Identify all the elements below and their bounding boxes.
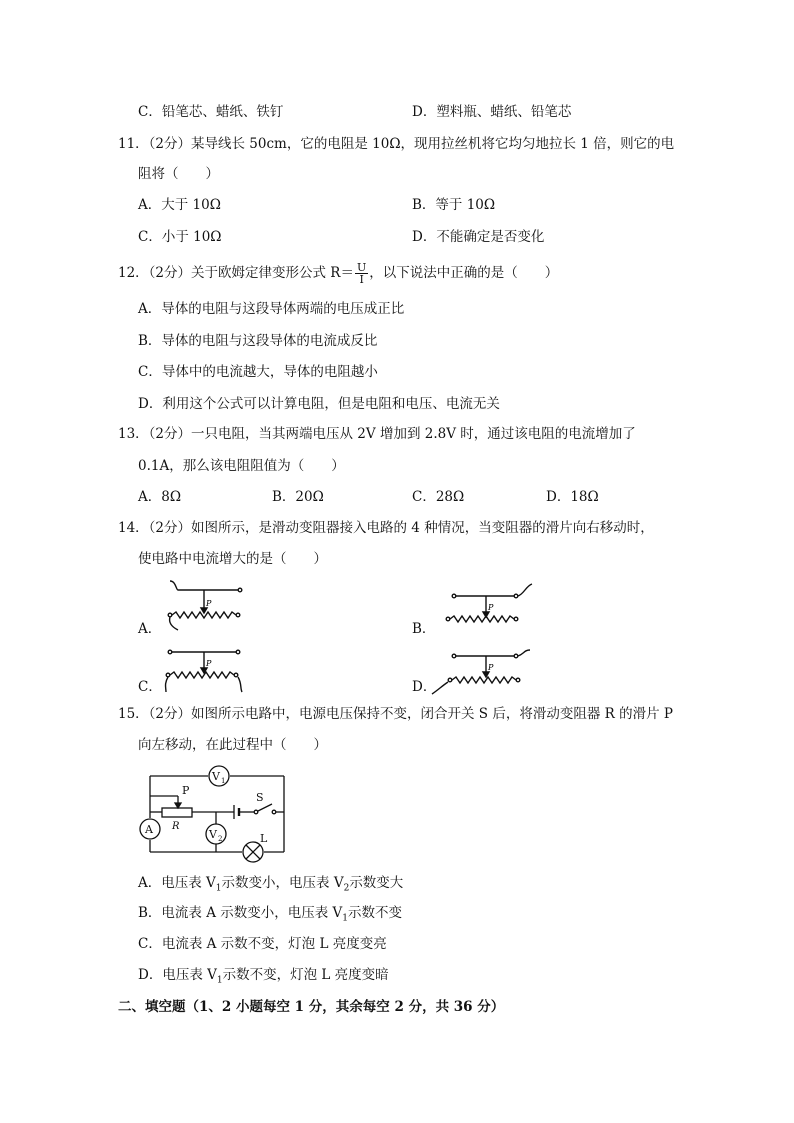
q11-option-b: B．等于 10Ω xyxy=(412,197,496,213)
q12-stem-post: ，以下说法中正确的是（ ） xyxy=(369,265,559,281)
v2-label: V xyxy=(209,828,217,841)
q12-option-b: B．导体的电阻与这段导体的电流成反比 xyxy=(138,333,378,349)
q11-option-d: D．不能确定是否变化 xyxy=(412,229,545,245)
q15-circuit-diagram xyxy=(132,762,292,867)
q13-option-c: C．28Ω xyxy=(412,489,465,505)
q10-option-c: C．铅笔芯、蜡纸、铁钉 xyxy=(138,104,284,120)
q13-option-a: A．8Ω xyxy=(138,489,182,505)
q14-option-a-label: A． xyxy=(138,621,162,637)
rheostat-r-icon xyxy=(162,808,192,817)
q14-stem-line2: 使电路中电流增大的是（ ） xyxy=(138,551,327,567)
q12-option-c: C．导体中的电流越大，导体的电阻越小 xyxy=(138,364,378,380)
q15-option-b: B．电流表 A 示数变小，电压表 $V_1$示数不变 xyxy=(138,905,403,924)
q11-stem-line1: 11．（2分）某导线长 50cm，它的电阻是 10Ω，现用拉丝机将它均匀地拉长 1 倍，则它的电 xyxy=(118,136,675,152)
q14-rheostat-d-figure xyxy=(428,640,538,698)
q11-option-a: A．大于 10Ω xyxy=(138,197,221,213)
slider-p-label: P xyxy=(488,663,494,672)
slider-p-label: P xyxy=(206,659,212,668)
q14-option-c-label: C． xyxy=(138,679,162,695)
section-2-heading: 二、填空题（1、2 小题每空 1 分，其余每空 2 分，共 36 分） xyxy=(118,999,505,1015)
ohm-formula-fraction xyxy=(355,262,368,285)
q11-option-c: C．小于 10Ω xyxy=(138,229,222,245)
q11-stem-line2: 阻将（ ） xyxy=(138,166,219,182)
slider-p-label: P xyxy=(488,603,494,612)
switch-s-icon xyxy=(258,804,272,811)
ammeter-label: A xyxy=(145,823,153,836)
q13-stem-line2: 0.1A，那么该电阻阻值为（ ） xyxy=(138,458,345,474)
q10-option-d: D．塑料瓶、蜡纸、铅笔芯 xyxy=(412,104,572,120)
q15-stem-line1: 15．（2分）如图所示电路中，电源电压保持不变，闭合开关 S 后，将滑动变阻器 R 的滑片 P xyxy=(118,706,673,722)
q14-rheostat-c-figure xyxy=(160,642,250,698)
q15-option-c: C．电流表 A 示数不变，灯泡 L 亮度变亮 xyxy=(138,936,387,952)
fraction-numerator: U xyxy=(356,261,367,274)
q12-stem-pre: 12．（2分）关于欧姆定律变形公式 R＝ xyxy=(118,265,354,281)
switch-s-label: S xyxy=(256,791,264,804)
lamp-l-label: L xyxy=(260,832,268,845)
rheostat-r-label: R xyxy=(172,821,180,832)
q12-option-d: D．利用这个公式可以计算电阻，但是电阻和电压、电流无关 xyxy=(138,396,500,412)
q14-option-d-label: D． xyxy=(412,679,437,695)
q14-option-b-label: B． xyxy=(412,621,436,637)
q13-option-b: B．20Ω xyxy=(272,489,324,505)
q13-option-d: D．18Ω xyxy=(546,489,599,505)
q15-option-a: A．电压表 $V_1$示数变小，电压表 $V_2$示数变大 xyxy=(138,875,404,894)
q13-stem-line1: 13．（2分）一只电阻，当其两端电压从 2V 增加到 2.8V 时，通过该电阻的电流增加了 xyxy=(118,426,636,442)
q15-option-d: D．电压表 $V_1$示数不变，灯泡 L 亮度变暗 xyxy=(138,967,389,986)
q14-stem-line1: 14．（2分）如图所示，是滑动变阻器接入电路的 4 种情况，当变阻器的滑片向右移动时， xyxy=(118,520,654,536)
q14-rheostat-a-figure xyxy=(160,578,250,638)
slider-p-label: P xyxy=(206,599,212,608)
v1-subscript: 1 xyxy=(221,777,226,785)
q15-stem-line2: 向左移动，在此过程中（ ） xyxy=(138,737,327,753)
q12-stem xyxy=(118,262,558,285)
v1-label: V xyxy=(212,770,220,783)
slider-p-label: P xyxy=(182,784,190,797)
q14-rheostat-b-figure xyxy=(440,578,540,638)
v2-subscript: 2 xyxy=(218,835,223,843)
q12-option-a: A．导体的电阻与这段导体两端的电压成正比 xyxy=(138,301,405,317)
fraction-denominator: I xyxy=(359,273,364,286)
